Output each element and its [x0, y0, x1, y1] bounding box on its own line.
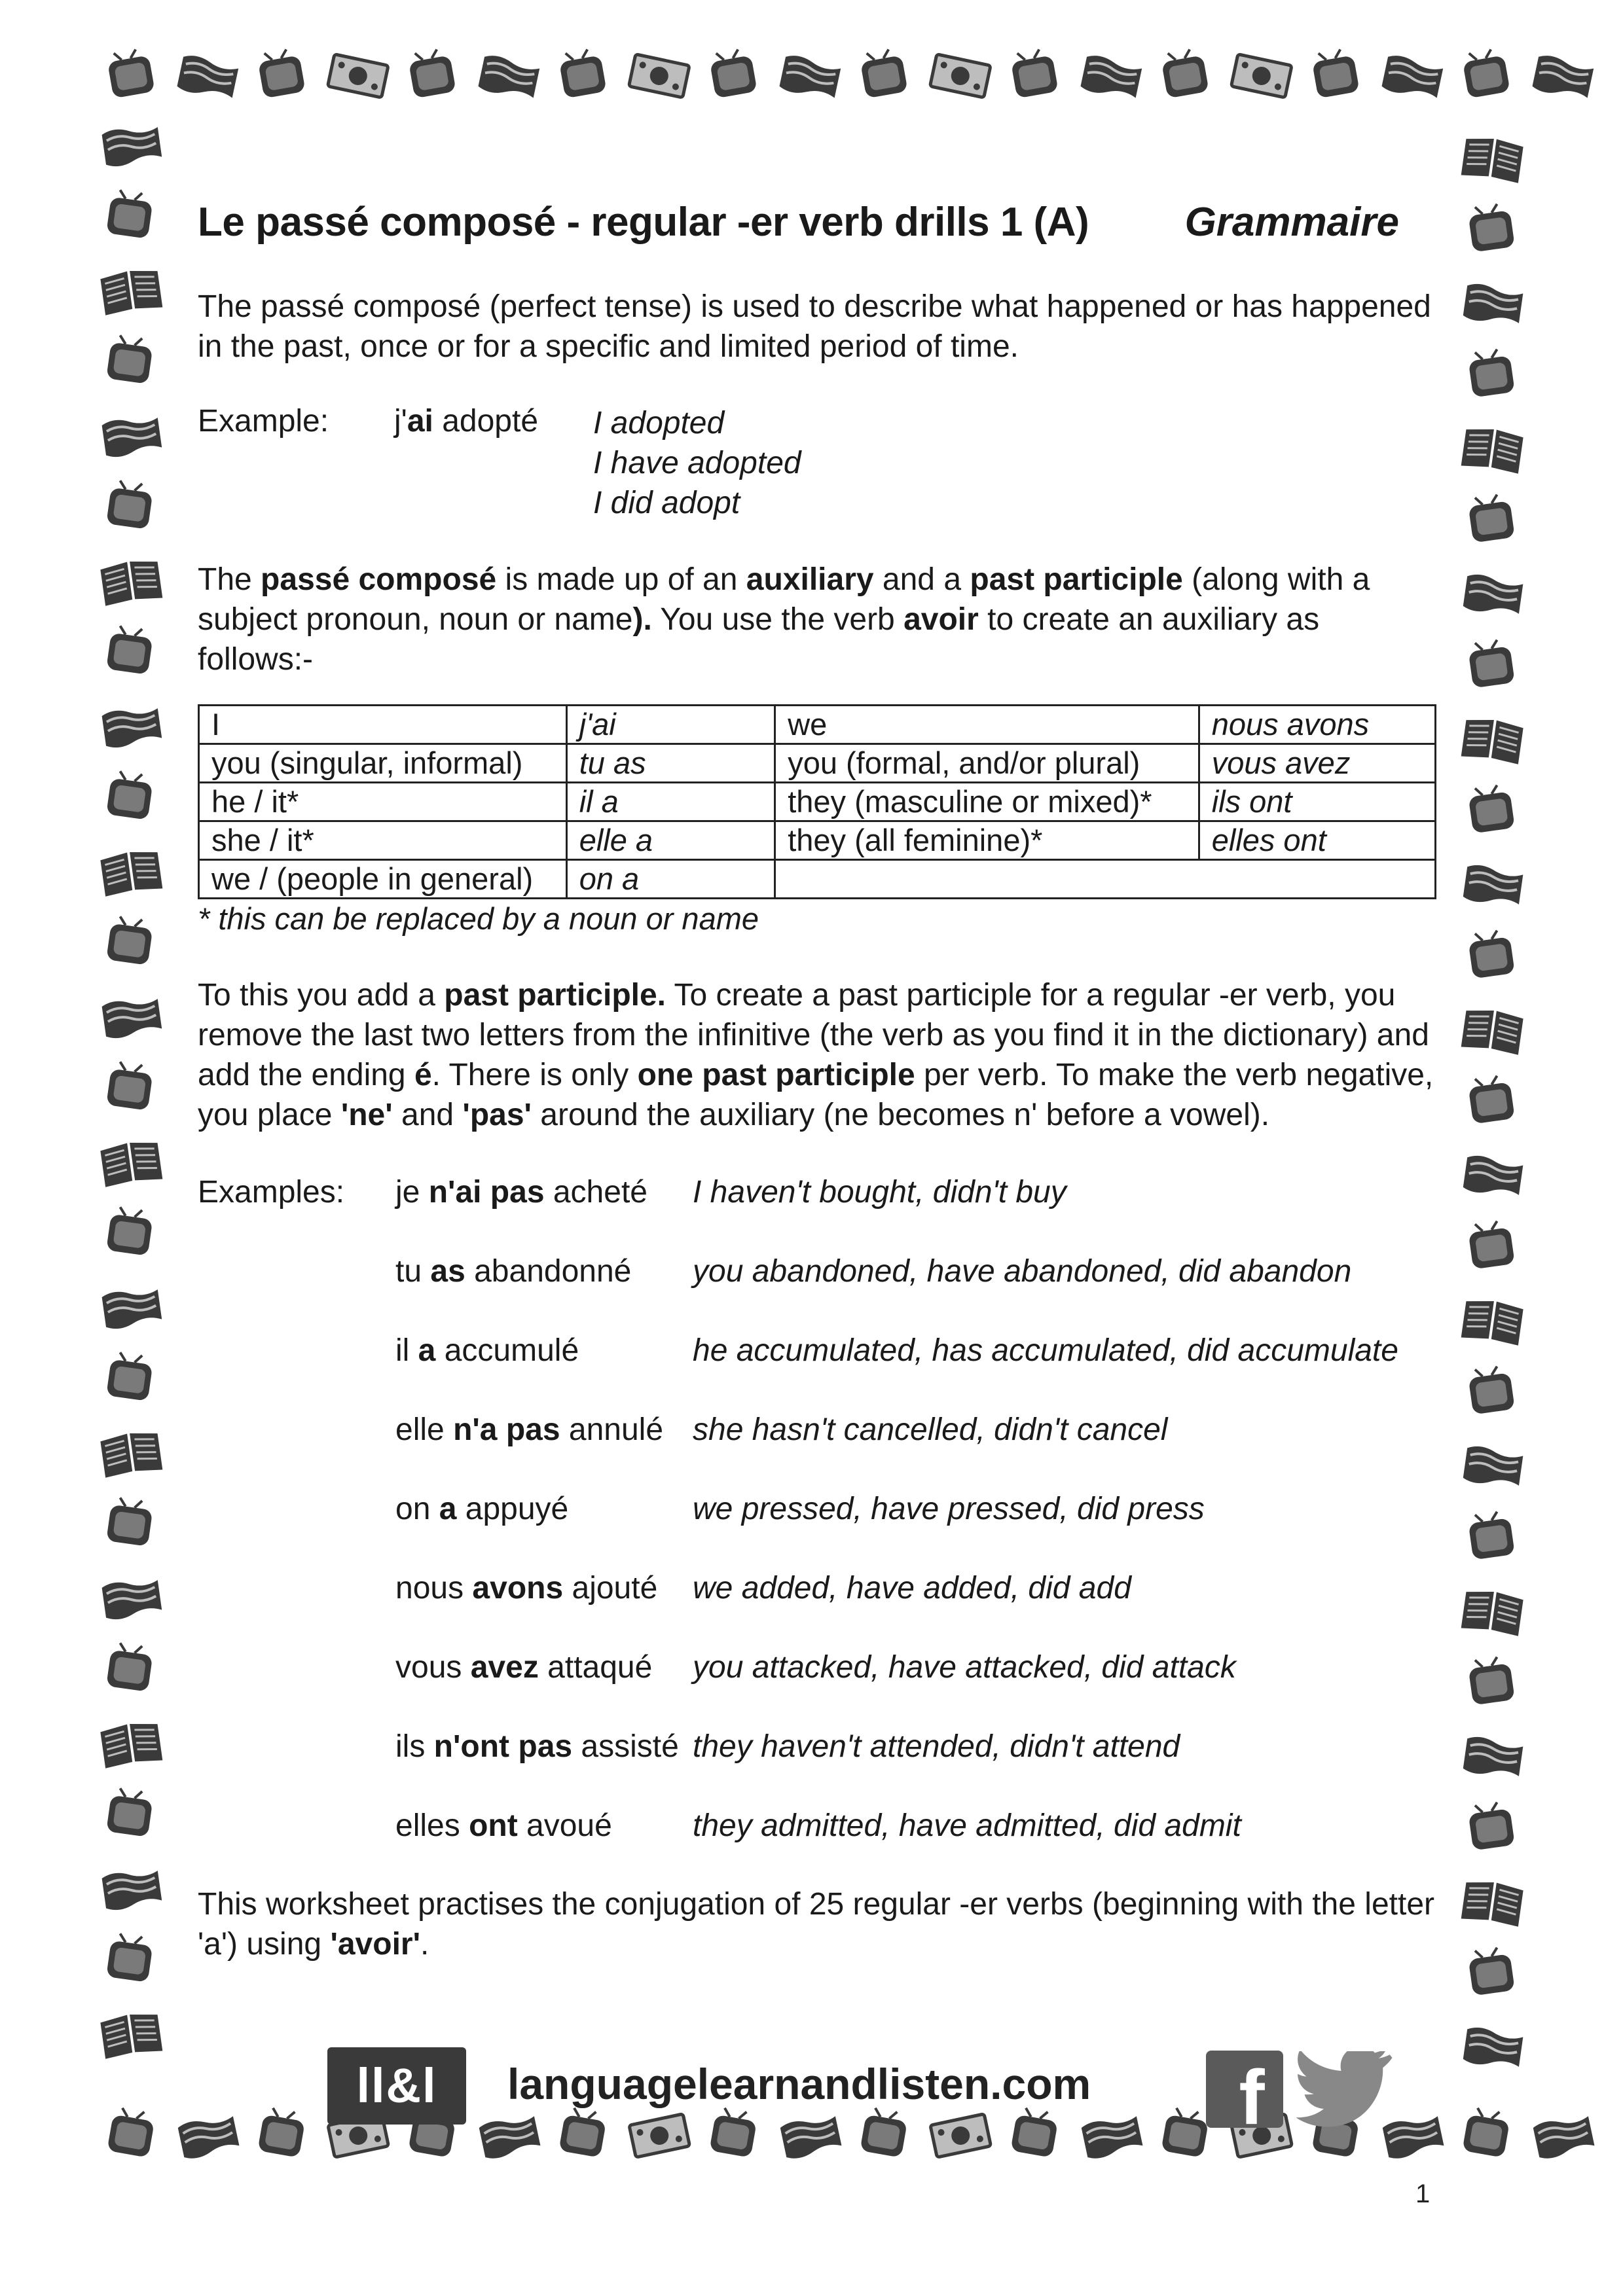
book-icon [94, 1421, 168, 1482]
flag-icon [1455, 1143, 1530, 1205]
example-subject: j' [394, 404, 407, 439]
television-icon [94, 1058, 168, 1119]
flag-icon [1374, 43, 1451, 108]
table-cell-empty [775, 860, 1436, 899]
table-row [199, 860, 1436, 899]
television-icon [94, 1929, 168, 1991]
participle-paragraph: To this you add a past participle. To create a past participle for a regular -er verb, you remove the last two letters from the infinitive (the verb as you find it in the dictionary) and add the ending é. There is only one past participle per verb. To make the verb negative, you place 'ne' and 'pas' around the auxiliary (ne becomes n' before a vowel). [198, 978, 1434, 1132]
television-icon [1455, 1216, 1530, 1278]
worksheet-content [198, 190, 1438, 1964]
translation-line: I have adopted [593, 446, 801, 480]
flag-icon [94, 113, 168, 175]
example-block [198, 403, 1438, 523]
list-item [198, 1491, 1438, 1570]
television-icon [94, 1203, 168, 1265]
television-icon [998, 44, 1074, 107]
television-icon [94, 1494, 168, 1555]
table-cell: elles ont [1199, 821, 1435, 860]
table-cell: you (formal, and/or plural) [775, 744, 1199, 783]
flag-icon [1072, 43, 1150, 108]
table-cell: il a [566, 783, 775, 821]
flag-icon [94, 1857, 168, 1918]
book-icon [1455, 998, 1530, 1060]
book-icon [94, 2002, 168, 2064]
example-translation: they admitted, have admitted, did admit [693, 1808, 1241, 1843]
flag-icon [1455, 1725, 1530, 1786]
list-item [198, 1729, 1438, 1808]
flag-icon [169, 43, 246, 108]
example-translations [593, 403, 801, 523]
brand-logo[interactable]: ll&l [327, 2047, 466, 2125]
flag-icon [470, 43, 547, 108]
examples-list [198, 1174, 1438, 1887]
television-icon [1148, 44, 1224, 107]
list-item [198, 1174, 1438, 1253]
table-row [199, 783, 1436, 821]
examples-label: Examples: [198, 1175, 345, 1210]
banknote-icon [922, 43, 999, 108]
example-french: nous avons ajouté [395, 1571, 658, 1605]
book-icon [94, 1712, 168, 1773]
television-icon [94, 44, 170, 107]
television-icon [1455, 1652, 1530, 1713]
television-icon [546, 44, 622, 107]
table-cell: I [199, 706, 567, 744]
table-cell: he / it* [199, 783, 567, 821]
flag-icon [1455, 562, 1530, 624]
example-french: je n'ai pas acheté [395, 1175, 647, 1210]
television-icon [1455, 1797, 1530, 1859]
television-icon [1455, 780, 1530, 842]
television-icon [94, 331, 168, 393]
auxiliary-table [198, 704, 1436, 899]
subject-label: Grammaire [1184, 200, 1399, 245]
book-icon [94, 1130, 168, 1192]
television-icon [94, 1784, 168, 1846]
flag-icon [771, 43, 848, 108]
television-icon [94, 767, 168, 829]
book-icon [1455, 1579, 1530, 1641]
example-french: vous avez attaqué [395, 1650, 653, 1685]
table-note: * this can be replaced by a noun or name [198, 901, 759, 936]
table-cell: we / (people in general) [199, 860, 567, 899]
twitter-icon[interactable] [1296, 2051, 1395, 2128]
list-item [198, 1253, 1438, 1333]
book-icon [1455, 417, 1530, 478]
television-icon [94, 2104, 170, 2167]
example-translation: you abandoned, have abandoned, did abandon [693, 1254, 1352, 1289]
website-link[interactable]: languagelearnandlisten.com [507, 2060, 1091, 2108]
flag-icon [1524, 2102, 1601, 2168]
example-verb: adopté [433, 404, 539, 439]
table-cell: nous avons [1199, 706, 1435, 744]
flag-icon [169, 2102, 246, 2168]
list-item [198, 1649, 1438, 1729]
banknote-icon [1223, 43, 1300, 108]
list-item [198, 1333, 1438, 1412]
television-icon [1455, 490, 1530, 551]
television-icon [1455, 925, 1530, 987]
flag-icon [1455, 2015, 1530, 2077]
television-icon [1455, 1071, 1530, 1132]
television-icon [1455, 1507, 1530, 1568]
example-french: tu as abandonné [395, 1254, 632, 1289]
list-item [198, 1412, 1438, 1491]
example-label: Example: [198, 404, 329, 439]
table-cell: tu as [566, 744, 775, 783]
television-icon [245, 2104, 321, 2167]
book-icon [1455, 1870, 1530, 1931]
facebook-icon[interactable] [1206, 2051, 1283, 2128]
table-cell: we [775, 706, 1199, 744]
facebook-letter: f [1239, 2054, 1265, 2128]
example-translation: they haven't attended, didn't attend [693, 1729, 1180, 1764]
footer [327, 2047, 1401, 2132]
example-french: il a accumulé [395, 1333, 579, 1368]
book-icon [1455, 1289, 1530, 1350]
television-icon [1455, 1361, 1530, 1423]
table-cell: on a [566, 860, 775, 899]
television-icon [94, 622, 168, 683]
television-icon [1455, 1943, 1530, 2004]
table-row [199, 821, 1436, 860]
flag-icon [94, 694, 168, 756]
table-row [199, 706, 1436, 744]
television-icon [697, 44, 773, 107]
made-up-paragraph: The passé composé is made up of an auxiliary and a past participle (along with a subject pronoun, noun or name). You use the verb avoir to create an auxiliary as follows:- [198, 562, 1370, 677]
television-icon [94, 476, 168, 538]
flag-icon [1455, 1434, 1530, 1496]
table-cell: vous avez [1199, 744, 1435, 783]
table-cell: they (all feminine)* [775, 821, 1199, 860]
translation-line: I adopted [593, 406, 725, 440]
translation-line: I did adopt [593, 486, 740, 520]
page-title: Le passé composé - regular -er verb drills 1 (A) [198, 200, 1089, 245]
table-cell: they (masculine or mixed)* [775, 783, 1199, 821]
book-icon [1455, 126, 1530, 188]
table-cell: j'ai [566, 706, 775, 744]
flag-icon [94, 404, 168, 465]
table-cell: you (singular, informal) [199, 744, 567, 783]
television-icon [847, 44, 923, 107]
table-cell: she / it* [199, 821, 567, 860]
page-number: 1 [1415, 2179, 1431, 2208]
example-french: elles ont avoué [395, 1808, 612, 1843]
television-icon [94, 1348, 168, 1410]
flag-icon [94, 1276, 168, 1337]
list-item [198, 1808, 1438, 1887]
example-french [394, 403, 538, 439]
television-icon [1450, 44, 1525, 107]
example-translation: we pressed, have pressed, did press [693, 1492, 1205, 1526]
header [198, 190, 1438, 262]
flag-icon [1455, 853, 1530, 914]
television-icon [1455, 199, 1530, 260]
example-french: elle n'a pas annulé [395, 1412, 664, 1447]
television-icon [94, 186, 168, 247]
example-translation: you attacked, have attacked, did attack [693, 1650, 1236, 1685]
example-auxiliary: ai [407, 404, 433, 439]
example-translation: I haven't bought, didn't buy [693, 1175, 1067, 1210]
list-item [198, 1570, 1438, 1649]
intro-paragraph: The passé composé (perfect tense) is used to describe what happened or has happened in the past, once or for a specific and limited period of time. [198, 289, 1431, 364]
example-french: ils n'ont pas assisté [395, 1729, 679, 1764]
book-icon [94, 259, 168, 320]
book-icon [94, 840, 168, 901]
flag-icon [1524, 43, 1601, 108]
flag-icon [1455, 272, 1530, 333]
table-cell: elle a [566, 821, 775, 860]
example-translation: she hasn't cancelled, didn't cancel [693, 1412, 1168, 1447]
television-icon [395, 44, 471, 107]
banknote-icon [621, 43, 698, 108]
television-icon [1299, 44, 1375, 107]
example-french: on a appuyé [395, 1492, 569, 1526]
banknote-icon [319, 43, 397, 108]
closing-paragraph: This worksheet practises the conjugation of 25 regular -er verbs (beginning with the letter 'a') using 'avoir'. [198, 1887, 1434, 1962]
table-cell: ils ont [1199, 783, 1435, 821]
television-icon [1455, 344, 1530, 406]
example-translation: he accumulated, has accumulated, did accumulate [693, 1333, 1398, 1368]
television-icon [245, 44, 321, 107]
television-icon [94, 1639, 168, 1700]
television-icon [94, 912, 168, 974]
book-icon [1455, 708, 1530, 769]
flag-icon [94, 985, 168, 1047]
television-icon [1455, 635, 1530, 696]
television-icon [1450, 2104, 1525, 2167]
example-translation: we added, have added, did add [693, 1571, 1131, 1605]
book-icon [94, 549, 168, 611]
flag-icon [94, 1566, 168, 1628]
table-row [199, 744, 1436, 783]
